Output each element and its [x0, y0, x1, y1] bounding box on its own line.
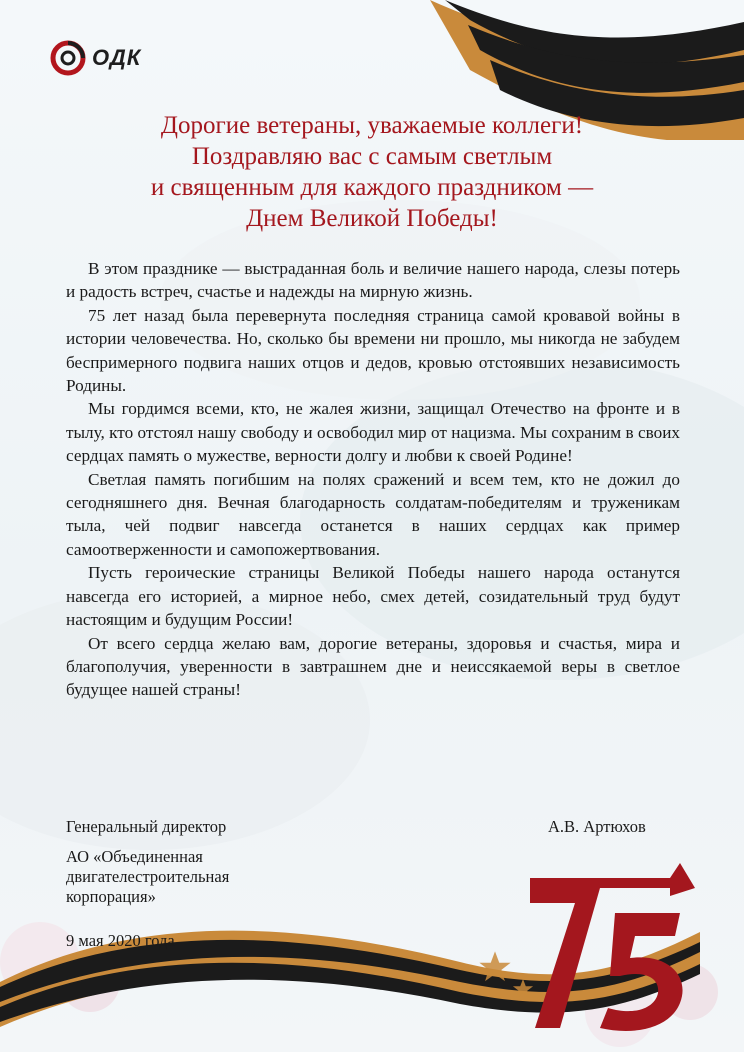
title-line: Дорогие ветераны, уважаемые коллеги!: [160, 112, 584, 139]
company-line: корпорация»: [66, 887, 156, 906]
greeting-title: [60, 110, 684, 234]
victory-75-emblem-icon: [520, 858, 700, 1038]
star-icon: [512, 978, 534, 1000]
paragraph: В этом празднике — выстраданная боль и величие нашего народа, слезы потерь и радость встреч, счастье и надежды на мирную жизнь.: [66, 259, 680, 302]
paragraph: 75 лет назад была перевернута последняя страница самой кровавой войны в истории человечества. Но, сколько бы времени ни прошло, мы никогда не забудем беспримерного подвига наших отцов и дедов, кровью отстоявших независимость Родины.: [66, 305, 680, 396]
paragraph: Мы гордимся всеми, кто, не жалея жизни, защищал Отечество на фронте и в тылу, кто отстоял нашу свободу и освободил мир от нацизма. Мы сохраним в своих сердцах память о мужестве, верности долгу и любви к своей Родине!: [66, 399, 680, 466]
paragraph: От всего сердца желаю вам, дорогие ветераны, здоровья и счастья, мира и благополучия, уверенности в завтрашнем дне и неиссякаемой веры в светлое будущее нашей страны!: [66, 633, 680, 700]
logo-text: ОДК: [92, 45, 142, 70]
signature-block: [66, 817, 229, 951]
signer-position: Генеральный директор: [66, 817, 227, 836]
odk-logo: [50, 40, 141, 76]
letter-date: 9 мая 2020 года: [66, 931, 175, 950]
title-line: Днем Великой Победы!: [246, 205, 498, 232]
letter-body: [66, 257, 680, 702]
title-line: Поздравляю вас с самым светлым: [191, 143, 553, 170]
company-line: двигателестроительная: [66, 867, 230, 886]
paragraph: Светлая память погибшим на полях сражений и всем тем, кто не дожил до сегодняшнего дня. Вечная благодарность солдатам-победителям и труженикам тыла, чей подвиг навсегда останется в наших сердцах как пример самоотверженности и самопожертвования.: [66, 469, 680, 559]
company-line: АО «Объединенная: [66, 847, 203, 866]
odk-logo-icon: [50, 40, 86, 76]
paragraph: Пусть героические страницы Великой Победы нашего народа останутся навсегда его историей, а мирное небо, смех детей, созидательный труд будут настоящим и будущим России!: [66, 563, 680, 630]
signer-name: А.В. Артюхов: [548, 817, 646, 836]
title-line: и священным для каждого праздником —: [150, 174, 594, 201]
star-icon: [478, 950, 512, 984]
